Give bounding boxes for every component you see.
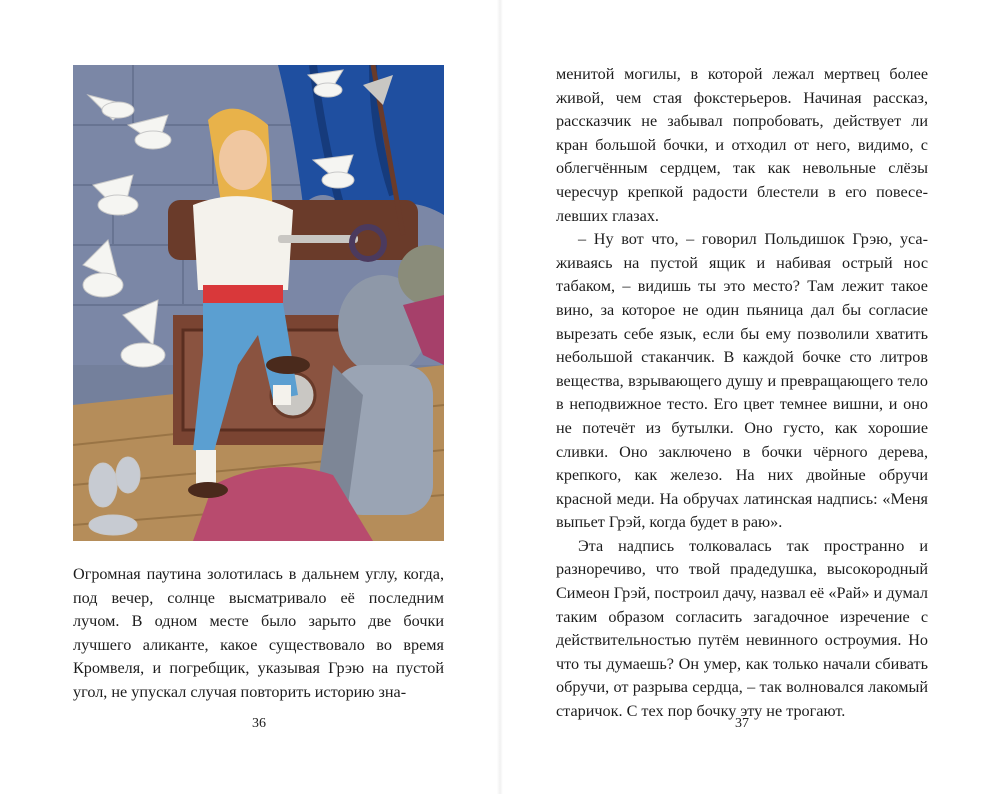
page-number-left: 36	[252, 716, 266, 731]
right-page-text	[556, 63, 928, 724]
left-page-text	[73, 563, 444, 705]
paragraph: Эта надпись толковалась так пространно и разноречиво, что твой прадедушка, высокородный Симеон Грэй, построил дачу, назвал её «Рай» и думал таким образом согласить загадочное изречение с действительностью путём невинного остроумия. Но что ты думаешь? Он умер, как только начали сбивать обручи, от разрыва сердца, – так волновался лакомый старичок. С тех пор бочку эту не трогают.	[556, 536, 928, 721]
paragraph: менитой могилы, в которой лежал мертвец более живой, чем стая фокстерьеров. Начиная рассказ, рассказчик не забывал попробовать, действует ли кран большой бочки, и отходил от него, видимо, с облегчённым сердцем, так как невольные слёзы чересчур крепкой радости блестели в его повеселевших глазах.	[556, 65, 928, 225]
paragraph: Огромная паутина золотилась в дальнем углу, когда, под вечер, солнце высматривало её последним лучом. В одном месте было зарыто две бочки лучшего аликанте, какое существовало во время Кромвеля, и погребщик, указывая Грэю на пустой угол, не упускал случая повторить историю зна-	[73, 565, 444, 701]
paragraph: – Ну вот что, – говорил Польдишок Грэю, усаживаясь на пустой ящик и набивая острый нос табаком, – видишь ты это место? Там лежит такое вино, за которое не один пьяница дал бы согласие вырезать себе язык, если бы ему позволили хватить небольшой стаканчик. В каждой бочке сто литров вещества, взрывающего душу и превращающего тело в неподвижное тесто. Его цвет темнее вишни, и оно не потечёт из бутылки. Оно густо, как хорошие сливки. Оно заключено в бочки чёрного дерева, крепкого, как железо. На них двойные обручи красной меди. На обручах латинская надпись: «Меня выпьет Грэй, когда будет в раю».	[556, 230, 928, 532]
book-illustration	[73, 65, 444, 541]
page-number-right: 37	[735, 716, 749, 731]
